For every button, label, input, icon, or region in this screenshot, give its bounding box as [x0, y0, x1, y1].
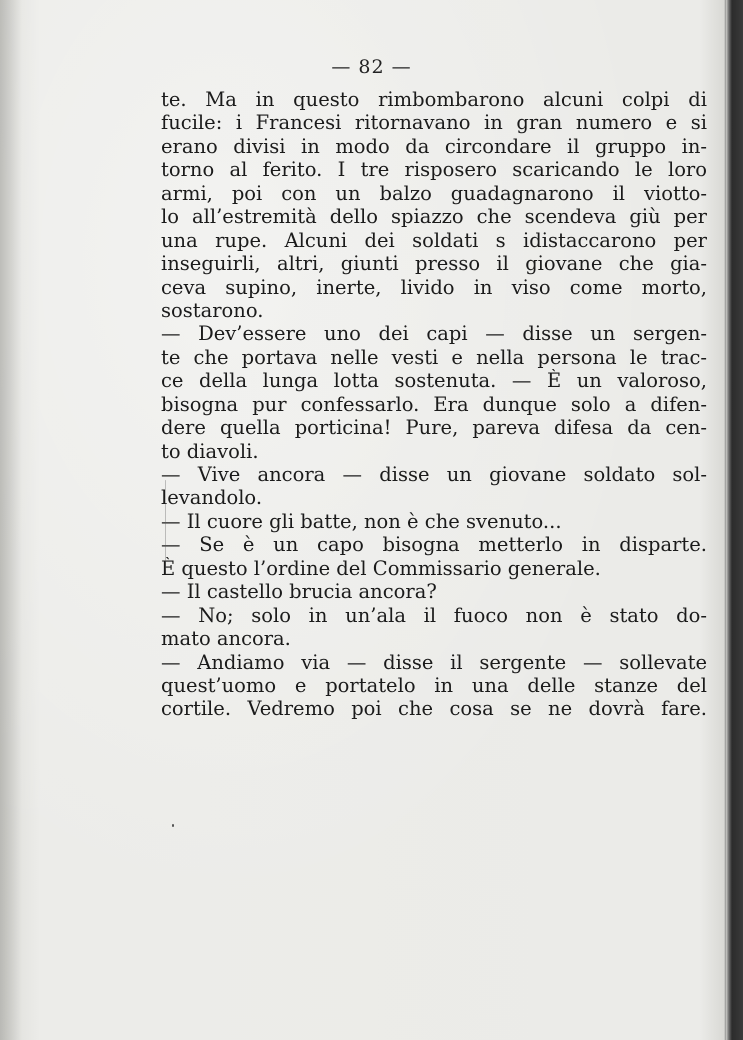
text-line: — No; solo in un’ala il fuoco non è stato do- — [161, 603, 707, 627]
text-line: — Dev’essere uno dei capi — disse un sergen- — [161, 322, 707, 346]
text-line: — Il cuore gli batte, non è che svenuto... — [161, 509, 562, 533]
text-line: È questo l’ordine del Commissario generale. — [161, 556, 601, 580]
text-line: te. Ma in questo rimbombarono alcuni colpi di — [161, 88, 707, 111]
text-line: mato ancora. — [161, 627, 291, 651]
text-line: erano divisi in modo da circondare il gruppo in- — [161, 134, 707, 158]
text-line: torno al ferito. I tre risposero scaricando le loro — [161, 158, 707, 182]
text-line: armi, poi con un balzo guadagnarono il viotto- — [161, 181, 707, 205]
text-line: fucile: i Francesi ritornavano in gran numero e si — [161, 111, 707, 135]
paper-speck — [165, 480, 166, 570]
page-number: — 82 — — [331, 56, 412, 78]
text-line: levandolo. — [161, 486, 263, 510]
text-line: to diavoli. — [161, 439, 259, 463]
paper-speck — [172, 824, 174, 827]
text-line: lo all’estremità dello spiazzo che scendeva giù per — [161, 205, 707, 229]
text-line: quest’uomo e portatelo in una delle stanze del — [161, 673, 707, 697]
body-text — [161, 88, 707, 721]
text-line: te che portava nelle vesti e nella persona le trac- — [161, 345, 707, 369]
text-line: bisogna pur confessarlo. Era dunque solo a difen- — [161, 392, 707, 416]
text-line: sostarono. — [161, 298, 264, 322]
text-line: dere quella porticina! Pure, pareva difesa da cen- — [161, 416, 707, 440]
text-line: — Vive ancora — disse un giovane soldato sol- — [161, 463, 707, 486]
page-right-edge — [726, 0, 743, 1040]
text-line: — Il castello brucia ancora? — [161, 580, 437, 604]
page-gutter-shadow — [0, 0, 22, 1040]
text-line: inseguirli, altri, giunti presso il giovane che gia- — [161, 252, 707, 276]
text-line: una rupe. Alcuni dei soldati s idistaccarono per — [161, 228, 707, 252]
text-line: — Andiamo via — disse il sergente — sollevate — [161, 650, 707, 674]
text-line: — Se è un capo bisogna metterlo in disparte. — [161, 533, 707, 557]
text-line: ceva supino, inerte, livido in viso come morto, — [161, 275, 707, 299]
text-line: ce della lunga lotta sostenuta. — È un valoroso, — [161, 369, 707, 393]
text-line: cortile. Vedremo poi che cosa se ne dovrà fare. — [161, 697, 707, 721]
